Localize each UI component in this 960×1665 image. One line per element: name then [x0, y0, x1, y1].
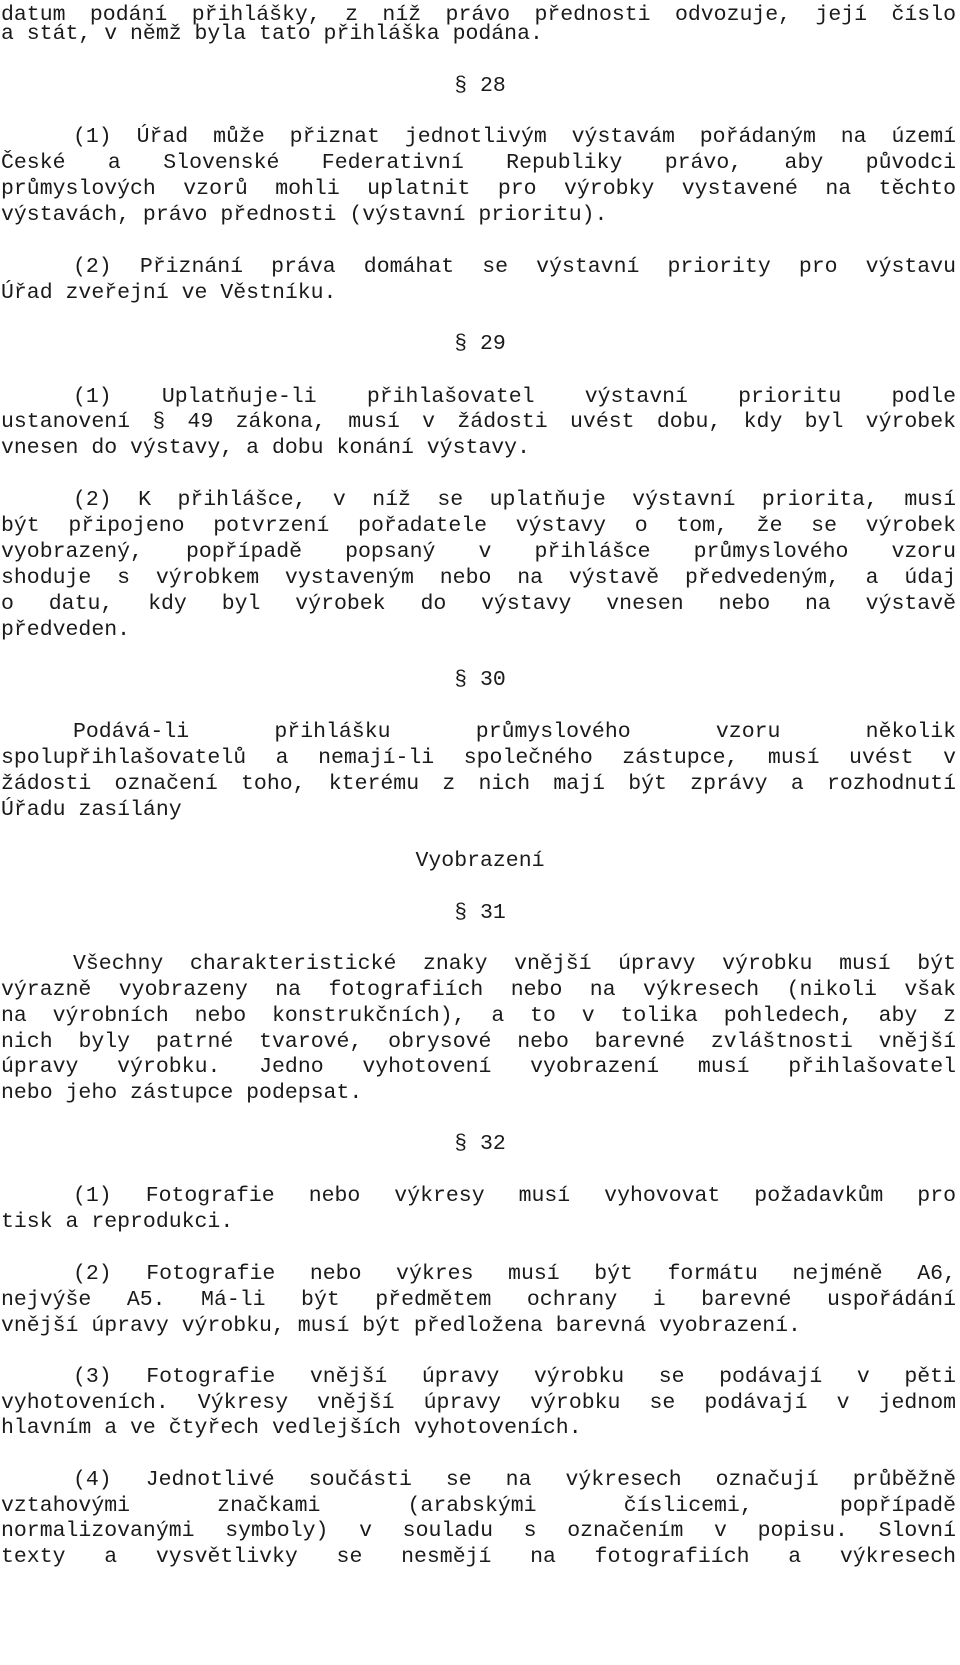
text-line: Úřad zveřejní ve Věstníku.: [1, 281, 337, 305]
section-heading-32: § 32: [454, 1132, 506, 1156]
text-line: texty a vysvětlivky se nesmějí na fotografiích a výkresech: [1, 1545, 956, 1569]
text-line: Všechny charakteristické znaky vnější úpravy výrobku musí být: [73, 952, 956, 976]
text-line: České a Slovenské Federativní Republiky právo, aby původci: [1, 151, 956, 175]
text-line: výstavách, právo přednosti (výstavní prioritu).: [1, 203, 608, 227]
text-line: o datu, kdy byl výrobek do výstavy vnesen nebo na výstavě: [1, 592, 956, 616]
text-line: (1) Úřad může přiznat jednotlivým výstavám pořádaným na území: [73, 125, 956, 149]
text-line: a stát, v němž byla tato přihláška podána.: [1, 22, 543, 46]
text-line: vyhotoveních. Výkresy vnější úpravy výrobku se podávají v jednom: [1, 1391, 956, 1415]
text-line: (1) Uplatňuje-li přihlašovatel výstavní prioritu podle: [73, 385, 956, 409]
text-line: (1) Fotografie nebo výkresy musí vyhovovat požadavkům pro: [73, 1184, 956, 1208]
text-line: vnější úpravy výrobku, musí být předložena barevná vyobrazení.: [1, 1314, 801, 1338]
text-line: (2) Přiznání práva domáhat se výstavní priority pro výstavu: [73, 255, 956, 279]
text-line: na výrobních nebo konstrukčních), a to v tolika pohledech, aby z: [1, 1004, 956, 1028]
text-line: průmyslových vzorů mohli uplatnit pro výrobky vystavené na těchto: [1, 177, 956, 201]
text-line: nich byly patrné tvarové, obrysové nebo barevné zvláštnosti vnější: [1, 1030, 956, 1054]
section-heading-28: § 28: [454, 74, 506, 98]
text-line: vnesen do výstavy, a dobu konání výstavy.: [1, 436, 530, 460]
text-line: předveden.: [1, 618, 131, 642]
section-heading-31: § 31: [454, 901, 506, 925]
text-line: (4) Jednotlivé součásti se na výkresech označují průběžně: [73, 1468, 956, 1492]
text-line: normalizovanými symboly) v souladu s označením v popisu. Slovní: [1, 1519, 956, 1543]
text-line: spolupřihlašovatelů a nemají-li společného zástupce, musí uvést v: [1, 746, 956, 770]
text-line: (2) K přihlášce, v níž se uplatňuje výstavní priorita, musí: [73, 488, 956, 512]
text-line: shoduje s výrobkem vystaveným nebo na výstavě předvedeným, a údaj: [1, 566, 956, 590]
section-heading-29: § 29: [454, 332, 506, 356]
text-line: vztahovými značkami (arabskými číslicemi, popřípadě: [1, 1494, 956, 1518]
text-line: (3) Fotografie vnější úpravy výrobku se podávají v pěti: [73, 1365, 956, 1389]
text-line: (2) Fotografie nebo výkres musí být formátu nejméně A6,: [73, 1262, 956, 1286]
text-line: hlavním a ve čtyřech vedlejších vyhotoveních.: [1, 1416, 582, 1440]
text-line: ustanovení § 49 zákona, musí v žádosti uvést dobu, kdy byl výrobek: [1, 410, 956, 434]
text-line: Úřadu zasílány: [1, 798, 182, 822]
text-line: nebo jeho zástupce podepsat.: [1, 1081, 363, 1105]
text-line: úpravy výrobku. Jedno vyhotovení vyobrazení musí přihlašovatel: [1, 1055, 956, 1079]
text-line: Podává-li přihlášku průmyslového vzoru několik: [73, 720, 956, 744]
text-line: tisk a reprodukci.: [1, 1210, 234, 1234]
text-line: výrazně vyobrazeny na fotografiích nebo na výkresech (nikoli však: [1, 978, 956, 1002]
section-heading-30: § 30: [454, 668, 506, 692]
text-line: žádosti označení toho, kterému z nich mají být zprávy a rozhodnutí: [1, 772, 956, 796]
text-line: nejvýše A5. Má-li být předmětem ochrany i barevné uspořádání: [1, 1288, 956, 1312]
text-line: datum podání přihlášky, z níž právo přednosti odvozuje, její číslo: [1, 3, 956, 27]
section-heading-vyobrazeni: Vyobrazení: [415, 849, 545, 873]
text-line: vyobrazený, popřípadě popsaný v přihlášce průmyslového vzoru: [1, 540, 956, 564]
text-line: být připojeno potvrzení pořadatele výstavy o tom, že se výrobek: [1, 514, 956, 538]
